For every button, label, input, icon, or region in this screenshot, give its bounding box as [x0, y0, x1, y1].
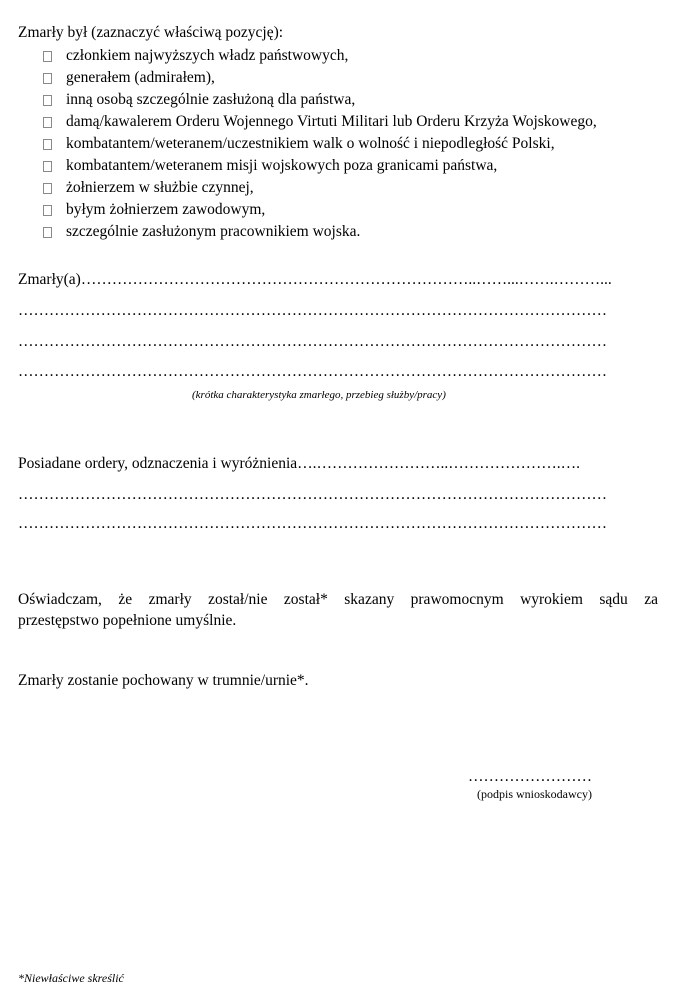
option-label: żołnierzem w służbie czynnej,: [66, 179, 254, 196]
fill-line[interactable]: ……………………………………………………………………………………………………: [18, 333, 607, 350]
deceased-field[interactable]: Zmarły(a)…………………………………………………………………..……...…….………...: [18, 271, 612, 288]
option-row[interactable]: [43, 46, 348, 66]
statement-line-1: Oświadczam, że zmarły został/nie został* skazany prawomocnym wyrokiem sądu za: [18, 591, 658, 608]
option-label: szczególnie zasłużonym pracownikiem wojska.: [66, 223, 361, 240]
option-label: kombatantem/weteranem misji wojskowych poza granicami państwa,: [66, 157, 498, 174]
checkbox-icon[interactable]: [43, 205, 52, 216]
checkbox-icon[interactable]: [43, 161, 52, 172]
signature-label: (podpis wnioskodawcy): [477, 787, 592, 801]
field-caption: (krótka charakterystyka zmarłego, przebieg służby/pracy): [192, 389, 446, 401]
option-row[interactable]: [43, 68, 215, 88]
option-row[interactable]: [43, 222, 360, 242]
checkbox-icon[interactable]: [43, 183, 52, 194]
checkbox-icon[interactable]: [43, 51, 52, 62]
checkbox-icon[interactable]: [43, 95, 52, 106]
option-row[interactable]: [43, 112, 597, 132]
footnote: *Niewłaściwe skreślić: [18, 971, 124, 985]
fill-line[interactable]: ……………………………………………………………………………………………………: [18, 302, 607, 319]
option-label: członkiem najwyższych władz państwowych,: [66, 47, 349, 64]
burial-statement: Zmarły zostanie pochowany w trumnie/urnie*.: [18, 672, 309, 689]
option-label: kombatantem/weteranem/uczestnikiem walk o wolność i niepodległość Polski,: [66, 135, 555, 152]
section-heading: Zmarły był (zaznaczyć właściwą pozycję):: [18, 24, 284, 41]
option-row[interactable]: [43, 200, 265, 220]
checkbox-icon[interactable]: [43, 73, 52, 84]
option-row[interactable]: [43, 178, 254, 198]
fill-line[interactable]: ……………………………………………………………………………………………………: [18, 363, 607, 380]
statement-line-2: przestępstwo popełnione umyślnie.: [18, 612, 237, 629]
option-row[interactable]: [43, 156, 497, 176]
awards-field[interactable]: Posiadane ordery, odznaczenia i wyróżnienia….……………………..………………….….: [18, 455, 581, 472]
fill-line[interactable]: ……………………………………………………………………………………………………: [18, 515, 607, 532]
option-row[interactable]: [43, 90, 355, 110]
option-label: damą/kawalerem Orderu Wojennego Virtuti Militari lub Orderu Krzyża Wojskowego,: [66, 113, 597, 130]
option-row[interactable]: [43, 134, 555, 154]
checkbox-icon[interactable]: [43, 227, 52, 238]
checkbox-icon[interactable]: [43, 117, 52, 128]
option-label: byłym żołnierzem zawodowym,: [66, 201, 266, 218]
signature-line[interactable]: ……………………: [468, 768, 592, 785]
option-label: inną osobą szczególnie zasłużoną dla państwa,: [66, 91, 356, 108]
checkbox-icon[interactable]: [43, 139, 52, 150]
fill-line[interactable]: ……………………………………………………………………………………………………: [18, 486, 607, 503]
option-label: generałem (admirałem),: [66, 69, 215, 86]
